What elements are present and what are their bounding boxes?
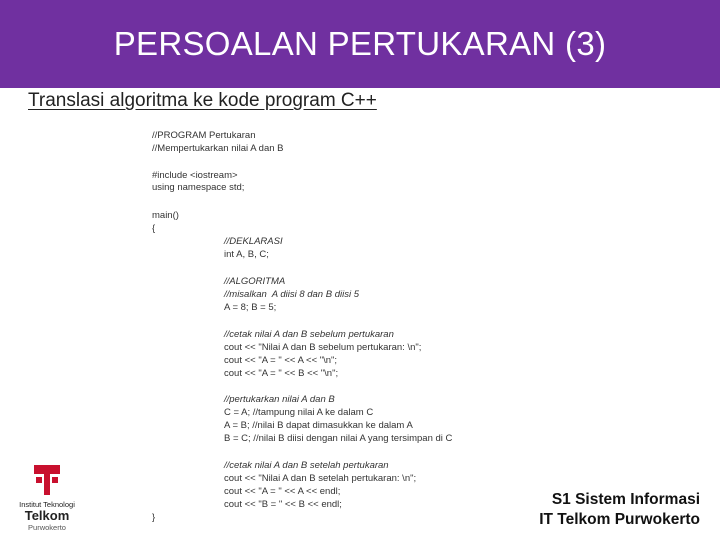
footer-line-1: S1 Sistem Informasi [551,491,700,508]
code-line: A = B; //nilai B dapat dimasukkan ke dalam A [224,420,413,431]
code-line: { [152,223,156,234]
title-banner [0,0,720,88]
code-line: cout << "B = " << B << endl; [224,499,342,510]
code-line: main() [152,210,179,221]
code-comment: //pertukarkan nilai A dan B [224,394,335,405]
telkom-logo-icon [34,465,60,495]
code-line: cout << "Nilai A dan B setelah pertukaran: \n"; [224,473,417,484]
code-line: B = C; //nilai B diisi dengan nilai A yang tersimpan di C [224,433,453,444]
code-line: #include <iostream> [152,170,238,181]
code-comment: //ALGORITMA [224,276,286,287]
footer-line-2: IT Telkom Purwokerto [539,511,700,528]
code-line: //Mempertukarkan nilai A dan B [152,143,284,154]
institution-footer [539,490,700,530]
code-line: cout << "A = " << A << "\n"; [224,355,338,366]
logo-line-1: Institut Teknologi [19,500,75,509]
code-line: } [152,512,156,523]
code-comment: //DEKLARASI [224,236,283,247]
code-line: cout << "Nilai A dan B sebelum pertukaran: \n"; [224,342,422,353]
code-line: C = A; //tampung nilai A ke dalam C [224,407,374,418]
code-line: A = 8; B = 5; [224,302,277,313]
slide-subtitle: Translasi algoritma ke kode program C++ [28,90,377,111]
code-line: //PROGRAM Pertukaran [152,130,256,141]
logo-line-2: Telkom [24,508,70,523]
code-line: int A, B, C; [224,249,269,260]
telkom-logo [10,465,84,535]
code-line: cout << "A = " << B << "\n"; [224,368,339,379]
logo-line-3: Purwokerto [28,523,66,532]
code-line: cout << "A = " << A << endl; [224,486,341,497]
code-comment: //cetak nilai A dan B setelah pertukaran [224,460,389,471]
code-comment: //misalkan A diisi 8 dan B diisi 5 [224,289,359,300]
slide-title: PERSOALAN PERTUKARAN (3) [113,25,607,62]
code-comment: //cetak nilai A dan B sebelum pertukaran [224,329,394,340]
code-line: using namespace std; [152,182,245,193]
